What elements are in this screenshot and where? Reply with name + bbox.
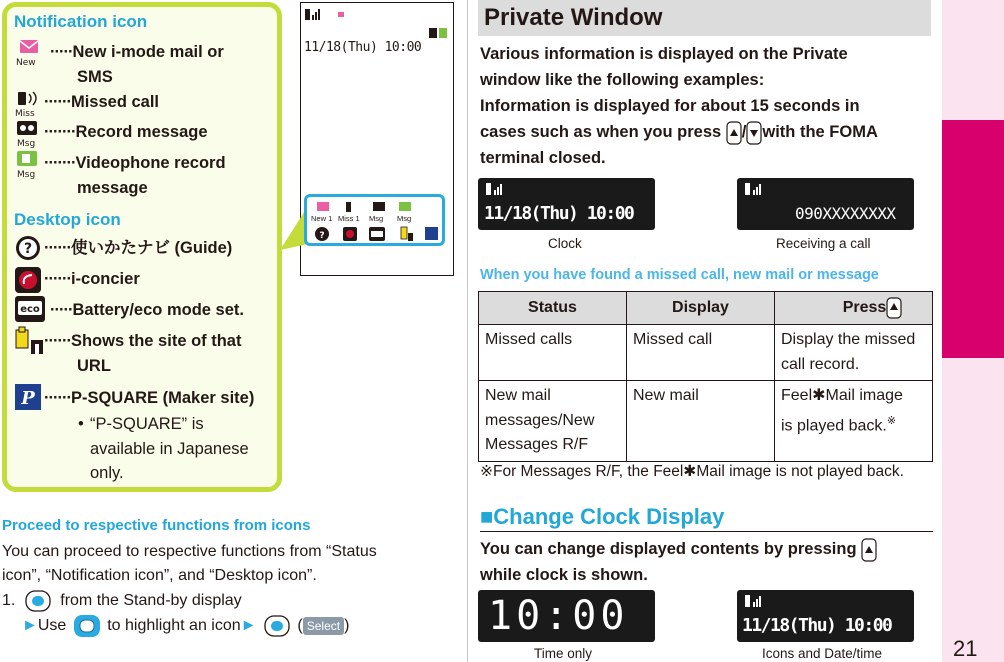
note-bullet: •: [78, 415, 84, 433]
select-key-label: Select: [303, 617, 344, 635]
eco-icon: [14, 295, 48, 325]
up-key-icon-table: [886, 297, 902, 319]
signal-icon: [484, 181, 524, 201]
open-paren: (: [297, 617, 303, 635]
svg-text:New: New: [16, 58, 36, 68]
desktop-heading: Desktop icon: [14, 210, 121, 229]
missed-call-icon: [14, 90, 42, 118]
desktop-item-i-concier: ······i-concier: [44, 270, 140, 288]
note-line-1: “P-SQUARE” is: [90, 415, 204, 433]
clock-caption: Clock: [548, 236, 582, 251]
guide-icon: [14, 234, 42, 262]
i-concier-icon: [14, 266, 42, 294]
svg-text:eco: eco: [20, 304, 40, 315]
signal-icon-2: [743, 181, 783, 201]
note-line-3: only.: [90, 464, 124, 482]
highlight-text: to highlight an icon: [107, 617, 241, 635]
receiving-call-number: 090XXXXXXXX: [795, 204, 896, 223]
battery-icon: [428, 26, 450, 40]
proceed-line-1: You can proceed to respective functions from “Status: [2, 543, 377, 560]
site-url-icon: [14, 326, 46, 356]
proceed-line-2: icon”, “Notification icon”, and “Desktop icon”.: [2, 567, 317, 584]
col-press: Press: [775, 292, 933, 325]
time-only-text: 10:00: [488, 593, 629, 639]
new-mail-icon: [14, 38, 44, 68]
page-number: 21: [953, 636, 978, 661]
cell-display: Missed call: [627, 325, 775, 381]
cell-display: New mail: [627, 381, 775, 462]
desktop-item-p-square: ······P-SQUARE (Maker site): [44, 389, 255, 407]
notify-item-missed-call: ······Missed call: [44, 93, 160, 111]
notify-label-msg-1: Msg: [369, 214, 384, 223]
cell-press: Feel✱Mail image is played back.※: [775, 381, 933, 462]
phone-date-time: 11/18(Thu) 10:00: [304, 40, 422, 55]
svg-text:?: ?: [319, 231, 325, 241]
receiving-call-caption: Receiving a call: [776, 236, 871, 251]
arrow-2: ►: [240, 617, 257, 635]
side-tab-label: Basic Operation: [954, 166, 976, 320]
icons-date-caption: Icons and Date/time: [762, 646, 883, 661]
clock-example-text: 11/18(Thu) 10:00: [484, 203, 634, 224]
svg-text:Msg: Msg: [17, 139, 36, 149]
svg-text:P: P: [21, 388, 35, 409]
heading-rule: [480, 531, 933, 532]
table-header-row: [479, 292, 933, 325]
svg-text:Miss: Miss: [15, 109, 35, 118]
cell-press: Display the missed call record.: [775, 325, 933, 381]
cell-status: New mail messages/New Messages R/F: [479, 381, 627, 462]
desktop-item-site-url: ······Shows the site of that: [44, 332, 242, 350]
desktop-item-eco: ·····Battery/eco mode set.: [50, 301, 244, 319]
proceed-step: [2, 589, 242, 613]
svg-text:Msg: Msg: [17, 170, 36, 180]
record-message-icon: [14, 119, 42, 149]
table-row: [479, 325, 933, 381]
use-word: Use: [37, 617, 67, 635]
up-key-icon: [726, 121, 742, 145]
center-key-icon-2: [263, 615, 291, 637]
svg-text:?: ?: [23, 241, 33, 257]
notify-item-videophone-line2: message: [77, 179, 148, 197]
time-only-caption: Time only: [534, 646, 593, 661]
proceed-step-2: [22, 614, 349, 638]
center-key-icon: [24, 590, 52, 612]
col-status: Status: [479, 292, 627, 325]
up-key-icon-2: [861, 538, 877, 562]
change-clock-heading: ■Change Clock Display: [480, 504, 725, 529]
icons-date-text: 11/18(Thu) 10:00: [742, 615, 892, 636]
col-display: Display: [627, 292, 775, 325]
notify-label-miss: Miss 1: [338, 214, 360, 223]
notification-heading: Notification icon: [14, 12, 148, 31]
missed-heading: When you have found a missed call, new mail or message: [480, 267, 879, 283]
change-line-1: You can change displayed contents by pressing: [480, 537, 877, 563]
videophone-record-icon: [14, 150, 42, 180]
change-line-2: while clock is shown.: [480, 566, 648, 584]
notify-item-new-mail: ·····New i-mode mail or: [50, 43, 224, 61]
close-paren: ): [344, 617, 350, 635]
column-divider: [467, 0, 468, 662]
arrow-1: ►: [22, 617, 38, 635]
status-table: [478, 291, 933, 462]
down-key-icon: [746, 121, 762, 145]
cell-status: Missed calls: [479, 325, 627, 381]
notify-item-record-message: ·······Record message: [44, 123, 208, 141]
footnote: ※For Messages R/F, the Feel✱Mail image is not played back.: [480, 463, 904, 480]
notify-item-new-mail-line2: SMS: [77, 68, 113, 86]
note-line-2: available in Japanese: [90, 440, 249, 458]
intro-line-2: window like the following examples:: [480, 71, 765, 89]
step-number: 1.: [2, 592, 16, 609]
intro-line-4: cases such as when you press / with the FOMA: [480, 120, 878, 146]
desktop-item-site-url-line2: URL: [77, 357, 111, 375]
intro-line-5: terminal closed.: [480, 149, 606, 167]
p-square-icon: [14, 383, 42, 411]
multi-key-icon: [73, 614, 101, 638]
notify-item-videophone: ·······Videophone record: [44, 154, 226, 172]
proceed-heading: Proceed to respective functions from icons: [2, 517, 311, 534]
private-window-title: Private Window: [484, 4, 663, 31]
step-text: from the Stand-by display: [60, 592, 242, 609]
intro-line-3: Information is displayed for about 15 seconds in: [480, 97, 860, 115]
notify-label-msg-2: Msg: [397, 214, 412, 223]
desktop-item-guide: ······使いかたナビ (Guide): [44, 239, 233, 257]
signal-icon-3: [743, 593, 783, 613]
status-icons: [302, 6, 350, 28]
desktop-icons-row[interactable]: [313, 225, 443, 243]
table-row: [479, 381, 933, 462]
intro-line-1: Various information is displayed on the Private: [480, 45, 848, 63]
notify-label-new: New 1: [311, 214, 333, 223]
